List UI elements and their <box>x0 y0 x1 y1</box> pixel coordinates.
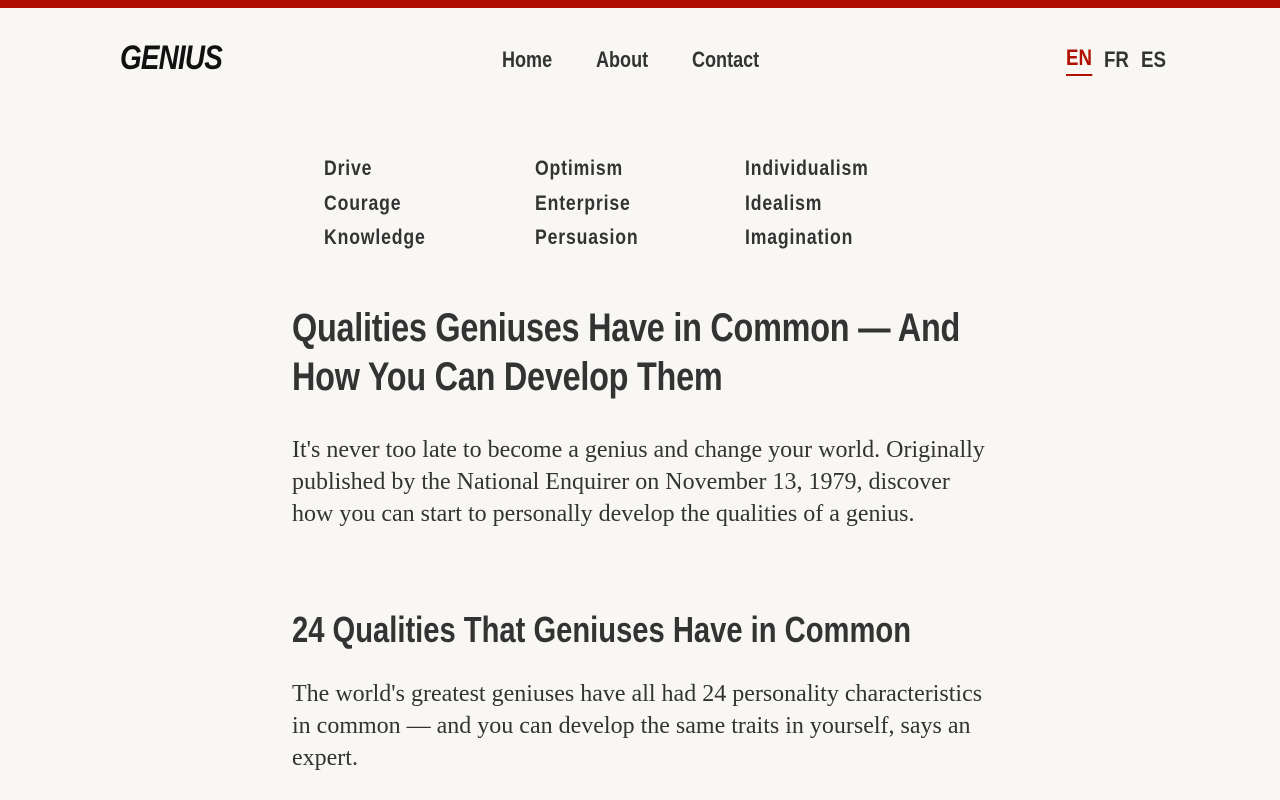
language-switcher <box>1064 42 1166 82</box>
quality-item: Knowledge <box>324 226 426 249</box>
article-intro: It's never too late to become a genius and change your world. Originally published by the National Enquirer on November 13, 1979, discover how you can start to personally develop the qualities of a genius. <box>292 437 985 527</box>
quality-item: Drive <box>324 157 373 180</box>
language-en-link[interactable]: EN <box>1066 42 1092 76</box>
article-title: Qualities Geniuses Have in Common — And How You Can Develop Them <box>292 306 961 399</box>
article-subheading: 24 Qualities That Geniuses Have in Common <box>292 609 912 650</box>
language-es-link[interactable]: ES <box>1141 47 1166 72</box>
qualities-column-3 <box>745 152 892 256</box>
qualities-column-2 <box>535 152 658 256</box>
site-header <box>0 8 1280 108</box>
nav-about-link[interactable]: About <box>596 47 649 72</box>
language-fr-link[interactable]: FR <box>1104 47 1129 72</box>
quality-item: Optimism <box>535 157 624 180</box>
top-accent-bar <box>0 0 1280 8</box>
quality-item: Courage <box>324 191 402 215</box>
nav-contact-link[interactable]: Contact <box>692 47 760 72</box>
quality-item: Enterprise <box>535 191 631 215</box>
article-body-paragraph: The world's greatest geniuses have all had 24 personality characteristics in common — and you can develop the same traits in yourself, says an expert. <box>292 681 983 771</box>
quality-item: Persuasion <box>535 226 639 249</box>
quality-item: Idealism <box>745 191 823 215</box>
nav-home-link[interactable]: Home <box>502 47 553 72</box>
quality-item: Imagination <box>745 226 854 249</box>
qualities-column-1 <box>324 152 445 256</box>
quality-item: Individualism <box>745 157 869 180</box>
site-logo[interactable] <box>120 38 222 78</box>
logo-text: GENIUS <box>120 39 222 77</box>
